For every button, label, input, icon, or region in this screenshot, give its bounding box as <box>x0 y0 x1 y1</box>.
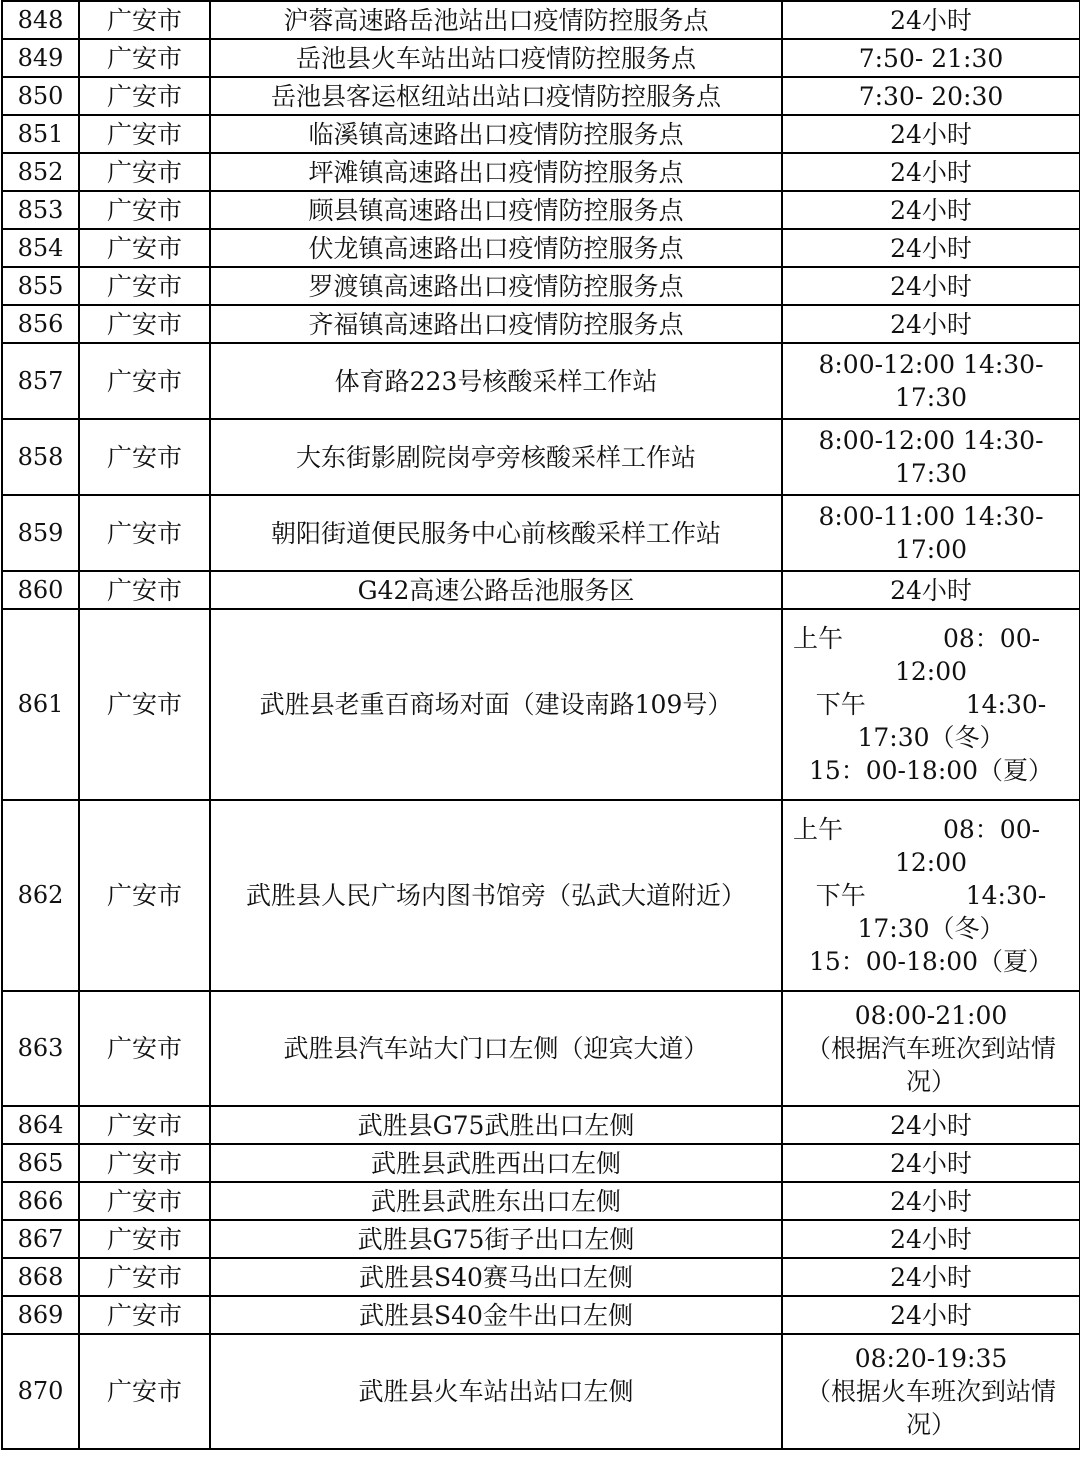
city-cell: 广安市 <box>79 39 210 77</box>
hours-cell <box>782 495 1080 571</box>
row-number-cell: 868 <box>2 1258 79 1296</box>
hours-line: 17:00 <box>894 535 968 564</box>
hours-line: 24小时 <box>890 575 972 605</box>
table-row <box>2 1220 1080 1258</box>
city-cell: 广安市 <box>79 305 210 343</box>
hours-cell <box>782 77 1080 115</box>
hours-cell <box>782 419 1080 495</box>
hours-line: 17:30（冬） <box>857 914 1005 943</box>
hours-line: 17:30 <box>894 459 968 488</box>
location-cell: 武胜县武胜西出口左侧 <box>210 1144 782 1182</box>
hours-cell <box>782 609 1080 800</box>
city-cell: 广安市 <box>79 1182 210 1220</box>
hours-cell <box>782 1182 1080 1220</box>
row-number-cell: 856 <box>2 305 79 343</box>
row-number-cell: 850 <box>2 77 79 115</box>
city-cell: 广安市 <box>79 609 210 800</box>
location-cell: 武胜县武胜东出口左侧 <box>210 1182 782 1220</box>
hours-cell <box>782 1106 1080 1144</box>
location-cell: 武胜县人民广场内图书馆旁（弘武大道附近） <box>210 800 782 991</box>
hours-line: 24小时 <box>890 1224 972 1254</box>
city-cell: 广安市 <box>79 800 210 991</box>
hours-line: 24小时 <box>890 119 972 149</box>
hours-cell <box>782 1220 1080 1258</box>
hours-line: 下午 14:30- <box>815 690 1047 719</box>
table-row <box>2 267 1080 305</box>
table-row <box>2 343 1080 419</box>
hours-line: （根据火车班次到站情 <box>805 1377 1056 1406</box>
table-row <box>2 495 1080 571</box>
location-cell: 武胜县火车站出站口左侧 <box>210 1334 782 1449</box>
location-cell: 岳池县客运枢纽站出站口疫情防控服务点 <box>210 77 782 115</box>
hours-cell <box>782 571 1080 609</box>
location-cell: 武胜县S40赛马出口左侧 <box>210 1258 782 1296</box>
table-row <box>2 77 1080 115</box>
hours-line: 24小时 <box>890 271 972 301</box>
hours-line: 24小时 <box>890 1148 972 1178</box>
hours-line: 24小时 <box>890 309 972 339</box>
row-number-cell: 854 <box>2 229 79 267</box>
city-cell: 广安市 <box>79 115 210 153</box>
row-number-cell: 865 <box>2 1144 79 1182</box>
hours-cell <box>782 800 1080 991</box>
table-row <box>2 229 1080 267</box>
city-cell: 广安市 <box>79 229 210 267</box>
table-row <box>2 1182 1080 1220</box>
hours-cell <box>782 343 1080 419</box>
hours-line: 12:00 <box>894 848 968 877</box>
location-cell: 临溪镇高速路出口疫情防控服务点 <box>210 115 782 153</box>
row-number-cell: 853 <box>2 191 79 229</box>
city-cell: 广安市 <box>79 191 210 229</box>
row-number-cell: 859 <box>2 495 79 571</box>
row-number-cell: 855 <box>2 267 79 305</box>
table-row <box>2 571 1080 609</box>
location-cell: 武胜县G75街子出口左侧 <box>210 1220 782 1258</box>
hours-line: 8:00-11:00 14:30- <box>818 502 1044 531</box>
hours-line: （根据汽车班次到站情 <box>805 1034 1056 1063</box>
city-cell: 广安市 <box>79 267 210 305</box>
location-cell: 体育路223号核酸采样工作站 <box>210 343 782 419</box>
hours-cell <box>782 267 1080 305</box>
city-cell: 广安市 <box>79 1258 210 1296</box>
hours-line: 24小时 <box>890 157 972 187</box>
location-cell: 坪滩镇高速路出口疫情防控服务点 <box>210 153 782 191</box>
hours-line: 15：00-18:00（夏） <box>808 947 1054 976</box>
city-cell: 广安市 <box>79 1144 210 1182</box>
city-cell: 广安市 <box>79 1 210 39</box>
table-body <box>2 1 1080 1449</box>
location-cell: 武胜县S40金牛出口左侧 <box>210 1296 782 1334</box>
row-number-cell: 864 <box>2 1106 79 1144</box>
row-number-cell: 870 <box>2 1334 79 1449</box>
hours-cell <box>782 1144 1080 1182</box>
hours-line: 下午 14:30- <box>815 881 1047 910</box>
location-cell: 齐福镇高速路出口疫情防控服务点 <box>210 305 782 343</box>
row-number-cell: 848 <box>2 1 79 39</box>
row-number-cell: 869 <box>2 1296 79 1334</box>
row-number-cell: 867 <box>2 1220 79 1258</box>
hours-line: 8:00-12:00 14:30- <box>818 426 1044 455</box>
hours-cell <box>782 305 1080 343</box>
location-cell: 武胜县G75武胜出口左侧 <box>210 1106 782 1144</box>
hours-cell <box>782 991 1080 1106</box>
hours-line: 15：00-18:00（夏） <box>808 756 1054 785</box>
row-number-cell: 857 <box>2 343 79 419</box>
hours-line: 24小时 <box>890 1262 972 1292</box>
city-cell: 广安市 <box>79 1106 210 1144</box>
table-row <box>2 115 1080 153</box>
hours-cell <box>782 39 1080 77</box>
location-cell: 罗渡镇高速路出口疫情防控服务点 <box>210 267 782 305</box>
city-cell: 广安市 <box>79 343 210 419</box>
location-cell: 武胜县汽车站大门口左侧（迎宾大道） <box>210 991 782 1106</box>
table-row <box>2 1296 1080 1334</box>
hours-line: 况） <box>905 1410 956 1439</box>
table-row <box>2 609 1080 800</box>
hours-line: 08:00-21:00 <box>854 1001 1008 1030</box>
table-row <box>2 419 1080 495</box>
hours-line: 24小时 <box>890 1300 972 1330</box>
row-number-cell: 866 <box>2 1182 79 1220</box>
city-cell: 广安市 <box>79 77 210 115</box>
location-cell: G42高速公路岳池服务区 <box>210 571 782 609</box>
hours-cell <box>782 1258 1080 1296</box>
hours-line: 上午 08：00- <box>793 815 1041 844</box>
table-row <box>2 153 1080 191</box>
hours-line: 7:30- 20:30 <box>858 81 1004 111</box>
table-row <box>2 305 1080 343</box>
hours-line: 上午 08：00- <box>793 624 1041 653</box>
row-number-cell: 849 <box>2 39 79 77</box>
hours-line: 24小时 <box>890 1186 972 1216</box>
table-row <box>2 991 1080 1106</box>
service-points-table <box>1 0 1080 1450</box>
row-number-cell: 862 <box>2 800 79 991</box>
location-cell: 武胜县老重百商场对面（建设南路109号） <box>210 609 782 800</box>
city-cell: 广安市 <box>79 991 210 1106</box>
hours-line: 08:20-19:35 <box>854 1344 1008 1373</box>
row-number-cell: 858 <box>2 419 79 495</box>
table-row <box>2 1106 1080 1144</box>
hours-cell <box>782 153 1080 191</box>
city-cell: 广安市 <box>79 1220 210 1258</box>
table-row <box>2 1258 1080 1296</box>
hours-line: 24小时 <box>890 1110 972 1140</box>
hours-cell <box>782 115 1080 153</box>
row-number-cell: 860 <box>2 571 79 609</box>
city-cell: 广安市 <box>79 419 210 495</box>
location-cell: 顾县镇高速路出口疫情防控服务点 <box>210 191 782 229</box>
row-number-cell: 852 <box>2 153 79 191</box>
hours-line: 24小时 <box>890 5 972 35</box>
row-number-cell: 851 <box>2 115 79 153</box>
row-number-cell: 861 <box>2 609 79 800</box>
hours-line: 8:00-12:00 14:30- <box>818 350 1044 379</box>
hours-cell <box>782 191 1080 229</box>
table-row <box>2 1 1080 39</box>
city-cell: 广安市 <box>79 1296 210 1334</box>
table-row <box>2 1144 1080 1182</box>
hours-cell <box>782 1296 1080 1334</box>
hours-line: 7:50- 21:30 <box>858 43 1004 73</box>
hours-line: 17:30 <box>894 383 968 412</box>
location-cell: 岳池县火车站出站口疫情防控服务点 <box>210 39 782 77</box>
table-row <box>2 800 1080 991</box>
hours-line: 24小时 <box>890 233 972 263</box>
table-row <box>2 1334 1080 1449</box>
location-cell: 伏龙镇高速路出口疫情防控服务点 <box>210 229 782 267</box>
hours-line: 12:00 <box>894 657 968 686</box>
hours-cell <box>782 229 1080 267</box>
table-row <box>2 191 1080 229</box>
hours-cell <box>782 1334 1080 1449</box>
table-row <box>2 39 1080 77</box>
row-number-cell: 863 <box>2 991 79 1106</box>
location-cell: 大东街影剧院岗亭旁核酸采样工作站 <box>210 419 782 495</box>
city-cell: 广安市 <box>79 1334 210 1449</box>
city-cell: 广安市 <box>79 153 210 191</box>
location-cell: 沪蓉高速路岳池站出口疫情防控服务点 <box>210 1 782 39</box>
location-cell: 朝阳街道便民服务中心前核酸采样工作站 <box>210 495 782 571</box>
city-cell: 广安市 <box>79 571 210 609</box>
hours-line: 况） <box>905 1067 956 1096</box>
city-cell: 广安市 <box>79 495 210 571</box>
hours-line: 24小时 <box>890 195 972 225</box>
hours-cell <box>782 1 1080 39</box>
hours-line: 17:30（冬） <box>857 723 1005 752</box>
